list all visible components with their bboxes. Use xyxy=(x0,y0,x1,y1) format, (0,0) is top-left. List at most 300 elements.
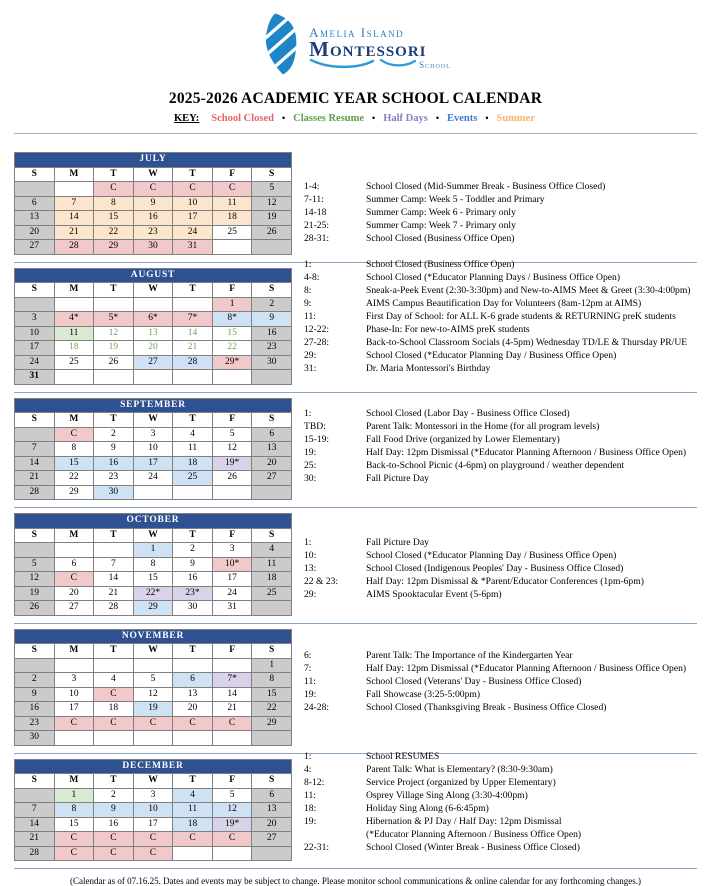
day-cell: 31 xyxy=(15,370,55,385)
event-date: 1-4: xyxy=(304,181,320,192)
day-cell: 2 xyxy=(15,673,55,688)
event-description: Parent Talk: The Importance of the Kindergarten Year xyxy=(366,649,573,661)
day-cell: 3 xyxy=(133,427,173,442)
document-header xyxy=(0,0,711,134)
day-cell: 4 xyxy=(252,543,292,558)
event-date: 11: xyxy=(304,310,316,322)
day-cell: 16 xyxy=(173,572,213,587)
event-row xyxy=(304,284,711,297)
event-date xyxy=(304,828,366,841)
month-section-october xyxy=(0,513,711,616)
day-cell: 5 xyxy=(212,427,252,442)
event-description: School Closed (Winter Break - Business Office Closed) xyxy=(366,842,580,854)
day-cell: 2 xyxy=(252,297,292,312)
day-of-week-header: W xyxy=(133,413,173,428)
event-description: Summer Camp: Week 7 - Primary only xyxy=(366,220,516,232)
day-cell: 5 xyxy=(212,788,252,803)
day-cell: 6 xyxy=(15,196,55,211)
day-cell: 27 xyxy=(252,471,292,486)
day-cell: 20 xyxy=(252,817,292,832)
day-cell: 9 xyxy=(173,557,213,572)
event-description: Half Day: 12pm Dismissal & *Parent/Educator Conferences (1pm-6pm) xyxy=(366,576,644,588)
day-of-week-header: M xyxy=(54,774,94,789)
event-date: 31: xyxy=(304,363,317,375)
day-cell: 4* xyxy=(54,312,94,327)
logo-school-name-line2: Montessori xyxy=(309,37,427,61)
key-item-school-closed: School Closed xyxy=(211,113,275,124)
day-of-week-header: S xyxy=(15,283,55,298)
day-of-week-header: T xyxy=(94,644,134,659)
day-cell xyxy=(94,370,134,385)
day-cell: 11 xyxy=(252,557,292,572)
day-cell: 30 xyxy=(173,601,213,616)
logo-school-name-line3 xyxy=(309,59,451,70)
event-description: Service Project (organized by Upper Elementary) xyxy=(366,776,556,788)
day-cell: 23 xyxy=(252,341,292,356)
day-cell xyxy=(173,846,213,861)
event-description: Hibernation & PJ Day / Half Day: 12pm Dismissal xyxy=(366,815,562,827)
event-description: Sneak-a-Peek Event (2:30-3:30pm) and New-to-AIMS Meet & Greet (3:30-4:00pm) xyxy=(366,284,691,296)
event-row xyxy=(304,588,711,601)
day-cell: 27 xyxy=(133,355,173,370)
day-cell: 19 xyxy=(94,341,134,356)
event-description: Half Day: 12pm Dismissal (*Educator Planning Afternoon / Business Office Open) xyxy=(366,446,687,458)
day-cell xyxy=(252,240,292,255)
day-cell xyxy=(212,846,252,861)
events-list-july xyxy=(304,180,711,245)
day-cell: 14 xyxy=(15,817,55,832)
calendar-table-october xyxy=(14,513,292,616)
key-item-events: Events xyxy=(446,113,478,124)
day-cell: 31 xyxy=(212,601,252,616)
day-cell: 14 xyxy=(94,572,134,587)
day-cell: 6* xyxy=(133,312,173,327)
event-description: Back-to-School Classroom Socials (4-5pm) Wednesday TD/LE & Thursday PR/UE xyxy=(366,337,688,349)
day-cell: 16 xyxy=(94,817,134,832)
event-description: Dr. Maria Montessori's Birthday xyxy=(366,363,491,375)
day-cell: 10* xyxy=(212,557,252,572)
day-cell: 20 xyxy=(133,341,173,356)
event-description: School Closed (Business Office Open) xyxy=(366,233,515,245)
day-cell: 31 xyxy=(173,240,213,255)
event-description: School Closed (Veterans' Day - Business Office Closed) xyxy=(366,675,582,687)
event-description: Summer Camp: Week 6 - Primary only xyxy=(366,207,516,219)
day-cell: 7* xyxy=(212,673,252,688)
events-list-december xyxy=(304,750,711,855)
event-row xyxy=(304,675,711,688)
day-cell: 24 xyxy=(212,586,252,601)
month-title: DECEMBER xyxy=(15,759,292,774)
day-cell: 22* xyxy=(133,586,173,601)
day-cell: 2 xyxy=(94,788,134,803)
event-description: Half Day: 12pm Dismissal (*Educator Planning Afternoon / Business Office Open) xyxy=(366,662,687,674)
day-cell: 13 xyxy=(252,803,292,818)
day-cell: 13 xyxy=(173,687,213,702)
event-row xyxy=(304,459,711,472)
day-cell: 4 xyxy=(94,673,134,688)
event-date: 10: xyxy=(304,550,317,562)
day-cell: 15 xyxy=(133,572,173,587)
event-date: 27-28: xyxy=(304,337,330,349)
day-cell xyxy=(133,370,173,385)
bottom-separator xyxy=(14,868,697,869)
event-date: 14-18 xyxy=(304,207,327,219)
day-cell xyxy=(54,182,94,197)
day-of-week-header: S xyxy=(252,167,292,182)
day-cell xyxy=(173,297,213,312)
event-row xyxy=(304,472,711,485)
event-row xyxy=(304,336,711,349)
day-cell: 20 xyxy=(252,456,292,471)
day-cell: 15 xyxy=(94,211,134,226)
event-date: 4-8: xyxy=(304,271,320,283)
day-cell: 8 xyxy=(54,803,94,818)
day-cell: 21 xyxy=(173,341,213,356)
day-of-week-header: T xyxy=(94,167,134,182)
day-of-week-header: W xyxy=(133,774,173,789)
event-row xyxy=(304,232,711,245)
event-description: Osprey Village Sing Along (3:30-4:00pm) xyxy=(366,789,528,801)
day-of-week-header: W xyxy=(133,528,173,543)
day-of-week-header: S xyxy=(252,528,292,543)
day-cell: C xyxy=(212,182,252,197)
day-cell: 30 xyxy=(133,240,173,255)
day-cell xyxy=(173,658,213,673)
day-cell: 5* xyxy=(94,312,134,327)
day-cell: 15 xyxy=(252,687,292,702)
event-row xyxy=(304,575,711,588)
day-cell: 12 xyxy=(15,572,55,587)
day-cell xyxy=(173,485,213,500)
day-cell: 9 xyxy=(15,687,55,702)
day-cell: 3 xyxy=(54,673,94,688)
day-cell: 28 xyxy=(94,601,134,616)
event-description: School Closed (Mid-Summer Break - Business Office Closed) xyxy=(366,181,606,192)
event-date: 7: xyxy=(304,662,312,674)
day-cell: 8 xyxy=(94,196,134,211)
event-description: School RESUMES xyxy=(366,750,440,762)
event-date: 4: xyxy=(304,763,312,775)
day-cell: 29 xyxy=(94,240,134,255)
day-cell xyxy=(15,658,55,673)
day-cell: 21 xyxy=(15,832,55,847)
event-description: School Closed (Thanksgiving Break - Business Office Closed) xyxy=(366,701,607,713)
day-cell: C xyxy=(94,716,134,731)
day-cell: 1 xyxy=(212,297,252,312)
day-cell: 6 xyxy=(54,557,94,572)
day-cell: 18 xyxy=(54,341,94,356)
day-cell: 28 xyxy=(15,485,55,500)
day-cell: 9 xyxy=(94,442,134,457)
day-cell: 18 xyxy=(173,817,213,832)
day-cell: 21 xyxy=(54,225,94,240)
day-cell: 28 xyxy=(173,355,213,370)
event-date: 28-31: xyxy=(304,233,330,245)
event-description: Fall Food Drive (organized by Lower Elementary) xyxy=(366,433,560,445)
day-cell: 8 xyxy=(252,673,292,688)
day-cell xyxy=(54,370,94,385)
event-date: TBD: xyxy=(304,420,326,432)
month-title: NOVEMBER xyxy=(15,629,292,644)
event-description: School Closed (Business Office Open) xyxy=(366,258,515,270)
day-cell: C xyxy=(94,846,134,861)
day-cell: 11 xyxy=(212,196,252,211)
day-of-week-header: S xyxy=(252,413,292,428)
day-cell: 17 xyxy=(133,456,173,471)
day-cell: C xyxy=(54,846,94,861)
event-description: School Closed (*Educator Planning Day / Business Office Open) xyxy=(366,550,617,562)
footer-disclaimer: (Calendar as of 07.16.25. Dates and events may be subject to change. Please monitor school communications & online calendar for any forthcoming changes.) xyxy=(69,876,642,886)
header-divider xyxy=(14,133,697,134)
day-cell xyxy=(133,297,173,312)
day-cell: 20 xyxy=(54,586,94,601)
day-cell: 16 xyxy=(252,326,292,341)
day-cell: 28 xyxy=(54,240,94,255)
event-date: 29: xyxy=(304,350,317,362)
day-cell: 25 xyxy=(54,355,94,370)
day-of-week-header: S xyxy=(15,774,55,789)
event-description: Summer Camp: Week 5 - Toddler and Primary xyxy=(366,194,545,206)
day-cell: 17 xyxy=(133,817,173,832)
day-of-week-header: T xyxy=(94,774,134,789)
day-of-week-header: M xyxy=(54,644,94,659)
event-description: Back-to-School Picnic (4-6pm) on playground / weather dependent xyxy=(366,459,625,471)
key-label: KEY: xyxy=(174,113,200,124)
day-cell: 24 xyxy=(15,355,55,370)
day-cell: 23 xyxy=(15,716,55,731)
event-date: 19: xyxy=(304,688,317,700)
day-cell: 26 xyxy=(94,355,134,370)
event-row xyxy=(304,193,711,206)
key-bullet-separator: • xyxy=(372,113,376,123)
day-cell: 10 xyxy=(133,442,173,457)
day-cell: 13 xyxy=(133,326,173,341)
event-row xyxy=(304,549,711,562)
event-date: 13: xyxy=(304,563,317,575)
day-cell xyxy=(173,731,213,746)
day-cell: 5 xyxy=(15,557,55,572)
day-cell: C xyxy=(54,832,94,847)
event-date: 22-31: xyxy=(304,842,330,854)
day-cell xyxy=(94,543,134,558)
month-separator xyxy=(14,392,697,393)
day-cell: 26 xyxy=(15,601,55,616)
day-cell: 19 xyxy=(15,586,55,601)
day-cell: 21 xyxy=(94,586,134,601)
events-list-september xyxy=(304,407,711,486)
day-of-week-header: F xyxy=(212,528,252,543)
day-cell: 17 xyxy=(54,702,94,717)
day-cell: 14 xyxy=(15,456,55,471)
day-cell xyxy=(54,543,94,558)
day-cell: 12 xyxy=(133,687,173,702)
event-row xyxy=(304,841,711,854)
day-cell: 10 xyxy=(54,687,94,702)
event-date: 11: xyxy=(304,789,316,801)
event-description: Parent Talk: What is Elementary? (8:30-9:30am) xyxy=(366,763,553,775)
day-cell: C xyxy=(173,182,213,197)
day-cell: 15 xyxy=(54,456,94,471)
day-of-week-header: S xyxy=(15,644,55,659)
day-cell: 19 xyxy=(252,211,292,226)
day-cell xyxy=(212,370,252,385)
day-cell: 27 xyxy=(252,832,292,847)
day-of-week-header: S xyxy=(252,644,292,659)
day-cell: 12 xyxy=(252,196,292,211)
day-of-week-header: W xyxy=(133,283,173,298)
day-cell: 8 xyxy=(133,557,173,572)
day-cell: 30 xyxy=(15,731,55,746)
day-cell: 9 xyxy=(252,312,292,327)
month-separator xyxy=(14,507,697,508)
day-of-week-header: W xyxy=(133,167,173,182)
day-of-week-header: F xyxy=(212,644,252,659)
school-logo xyxy=(0,12,711,82)
calendar-table-september xyxy=(14,398,292,501)
day-cell: 3 xyxy=(212,543,252,558)
day-cell: 18 xyxy=(173,456,213,471)
day-cell: 3 xyxy=(133,788,173,803)
day-cell: C xyxy=(94,687,134,702)
event-date: 7-11: xyxy=(304,194,324,206)
day-cell: 18 xyxy=(94,702,134,717)
month-section-august xyxy=(0,258,711,385)
day-cell: C xyxy=(133,846,173,861)
day-cell: 9 xyxy=(133,196,173,211)
day-cell: 10 xyxy=(133,803,173,818)
day-cell: 22 xyxy=(212,341,252,356)
day-cell xyxy=(15,297,55,312)
month-section-july xyxy=(0,152,711,255)
day-cell: 4 xyxy=(173,427,213,442)
key-bullet-separator: • xyxy=(282,113,286,123)
day-of-week-header: S xyxy=(15,413,55,428)
event-row xyxy=(304,323,711,336)
day-cell: 14 xyxy=(212,687,252,702)
event-description: School Closed (*Educator Planning Days / Business Office Open) xyxy=(366,271,621,283)
day-cell: 2 xyxy=(94,427,134,442)
day-cell: C xyxy=(173,716,213,731)
key-bullet-separator: • xyxy=(435,113,439,123)
day-cell xyxy=(133,485,173,500)
day-cell xyxy=(133,731,173,746)
day-cell: C xyxy=(133,716,173,731)
day-cell xyxy=(94,731,134,746)
month-title: AUGUST xyxy=(15,268,292,283)
day-cell: C xyxy=(173,832,213,847)
day-of-week-header: M xyxy=(54,283,94,298)
month-section-september xyxy=(0,398,711,501)
event-date: 12-22: xyxy=(304,323,330,335)
day-cell: 19 xyxy=(133,702,173,717)
day-cell: 21 xyxy=(212,702,252,717)
day-of-week-header: T xyxy=(94,413,134,428)
event-date: 18: xyxy=(304,802,317,814)
day-cell: C xyxy=(94,182,134,197)
day-cell: 26 xyxy=(212,471,252,486)
day-cell: 29 xyxy=(54,485,94,500)
event-row xyxy=(304,258,711,271)
calendar-table-november xyxy=(14,629,292,746)
day-cell: 10 xyxy=(173,196,213,211)
event-row xyxy=(304,815,711,828)
day-of-week-header: M xyxy=(54,413,94,428)
day-cell: 22 xyxy=(54,471,94,486)
day-cell: 28 xyxy=(15,846,55,861)
logo-sail-icon xyxy=(260,12,302,76)
day-cell: 5 xyxy=(133,673,173,688)
events-list-october xyxy=(304,536,711,601)
event-date: 6: xyxy=(304,649,312,661)
day-cell: 14 xyxy=(173,326,213,341)
day-cell: 17 xyxy=(173,211,213,226)
day-cell: 12 xyxy=(212,803,252,818)
day-cell: 13 xyxy=(15,211,55,226)
day-cell: C xyxy=(94,832,134,847)
day-cell: 7 xyxy=(15,442,55,457)
event-description: Phase-In: For new-to-AIMS preK students xyxy=(366,323,530,335)
day-cell: 27 xyxy=(54,601,94,616)
day-cell: 6 xyxy=(252,427,292,442)
day-cell: 6 xyxy=(173,673,213,688)
event-description: School Closed (*Educator Planning Day / Business Office Open) xyxy=(366,350,617,362)
day-cell: 22 xyxy=(94,225,134,240)
event-date: 15-19: xyxy=(304,433,330,445)
event-date: 21-25: xyxy=(304,220,330,232)
key-item-half-days: Half Days xyxy=(383,113,428,124)
day-cell xyxy=(252,846,292,861)
day-of-week-header: S xyxy=(252,774,292,789)
day-of-week-header: F xyxy=(212,283,252,298)
event-row xyxy=(304,536,711,549)
day-cell xyxy=(173,370,213,385)
event-row xyxy=(304,206,711,219)
day-of-week-header: T xyxy=(173,413,213,428)
day-cell xyxy=(252,370,292,385)
event-date: 1: xyxy=(304,258,312,270)
day-of-week-header: T xyxy=(94,528,134,543)
event-date: 9: xyxy=(304,297,312,309)
day-cell: 16 xyxy=(94,456,134,471)
day-cell: 15 xyxy=(212,326,252,341)
event-row xyxy=(304,649,711,662)
event-description: Fall Picture Day xyxy=(366,537,429,548)
month-title: JULY xyxy=(15,153,292,168)
day-cell: 14 xyxy=(54,211,94,226)
event-date: 24-28: xyxy=(304,701,330,713)
day-of-week-header: T xyxy=(173,528,213,543)
day-cell: 23* xyxy=(173,586,213,601)
day-cell: 27 xyxy=(15,240,55,255)
day-cell: 18 xyxy=(212,211,252,226)
day-cell: 7 xyxy=(54,196,94,211)
day-cell: 30 xyxy=(94,485,134,500)
day-cell xyxy=(252,731,292,746)
month-title: OCTOBER xyxy=(15,514,292,529)
day-of-week-header: F xyxy=(212,167,252,182)
event-row xyxy=(304,407,711,420)
day-cell: 9 xyxy=(94,803,134,818)
key-item-summer: Summer xyxy=(496,113,535,124)
day-of-week-header: T xyxy=(94,283,134,298)
day-of-week-header: T xyxy=(173,167,213,182)
day-cell: 29* xyxy=(212,355,252,370)
event-row xyxy=(304,180,711,193)
day-of-week-header: W xyxy=(133,644,173,659)
day-cell: 6 xyxy=(252,788,292,803)
day-cell: 2 xyxy=(173,543,213,558)
day-cell: 1 xyxy=(133,543,173,558)
